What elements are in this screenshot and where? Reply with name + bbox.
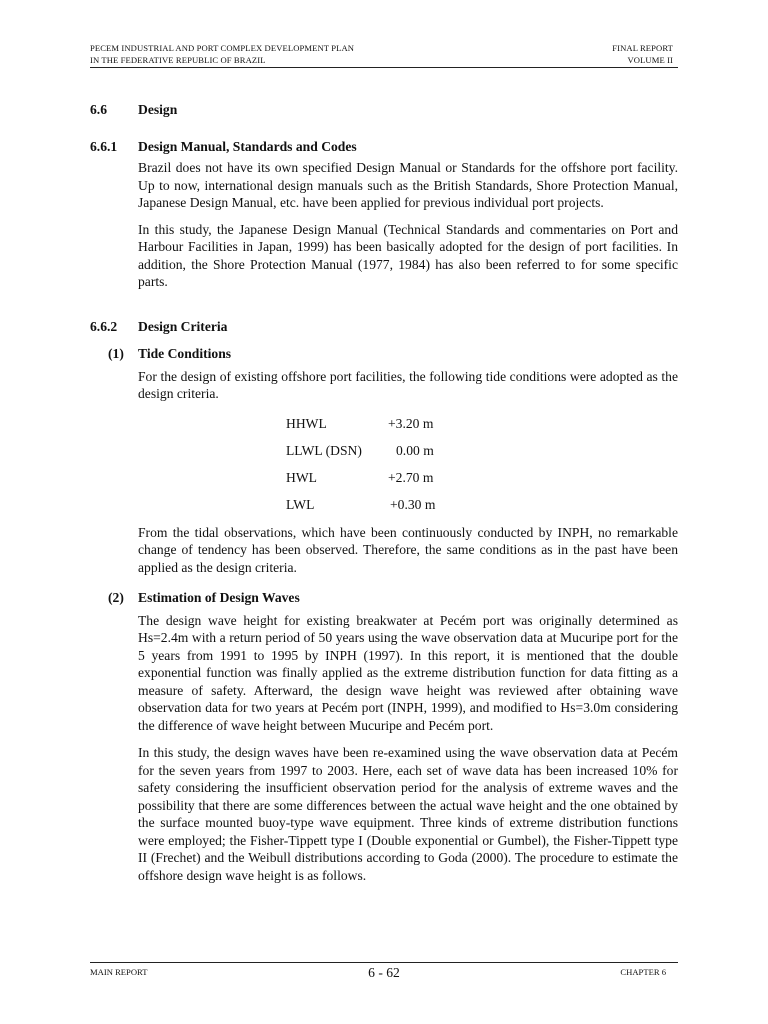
subsection-number: 6.6.2 — [90, 318, 118, 334]
header-left — [90, 43, 354, 66]
tide-value: +0.30 m — [390, 496, 436, 512]
tide-label: HWL — [286, 469, 317, 485]
footer-chapter: CHAPTER 6 — [620, 967, 666, 977]
header-right — [612, 43, 673, 66]
section-heading — [90, 101, 678, 119]
tide-value: +2.70 m — [388, 469, 434, 485]
subsection-title: Design Criteria — [138, 318, 228, 334]
page-footer — [90, 965, 678, 979]
subsection-heading-2 — [90, 318, 678, 336]
paragraph: The design wave height for existing breakwater at Pecém port was originally determined as Hs=2.4m with a return period of 50 years using the wave observation data at Mucuripe port for the 5 years from 1991 to 1995 by INPH (1997). In this report, it is mentioned that the double exponential function was finally applied as the extreme distribution function for data fitting as a measure of safety. Afterward, the design wave height was reviewed after obtaining wave observation data for two years at Pecém port (INPH, 1999), and modified to Hs=3.0m considering the difference of wave height between Mucuripe and Pecém port. — [138, 612, 678, 733]
paragraph: For the design of existing offshore port facilities, the following tide conditions were adopted as the design criteria. — [138, 368, 678, 401]
paragraph: In this study, the Japanese Design Manual (Technical Standards and commentaries on Port and Harbour Facilities in Japan, 1999) has been basically adopted for the design of port facilities. In addition, the Shore Protection Manual (1977, 1984) has also been referred to for some specific parts. — [138, 221, 678, 289]
tide-row — [286, 496, 678, 523]
subsection-title: Design Manual, Standards and Codes — [138, 138, 357, 154]
item-heading-waves — [90, 589, 678, 607]
item-number: (1) — [108, 346, 124, 361]
section-number: 6.6 — [90, 102, 107, 117]
item-heading-tide — [90, 345, 678, 363]
tide-value: 0.00 m — [396, 442, 434, 458]
paragraph: From the tidal observations, which have been continuously conducted by INPH, no remarkable change of tendency has been observed. Therefore, the same conditions as in the past have been applied as the design criteria. — [138, 524, 678, 575]
item-number: (2) — [108, 590, 124, 605]
header-title-line1: PECEM INDUSTRIAL AND PORT COMPLEX DEVELOPMENT PLAN — [90, 43, 355, 53]
paragraph: Brazil does not have its own specified Design Manual or Standards for the offshore port facility. Up to now, international design manuals such as the British Standards, Shore Protection Manual, Japanese Design Manual, etc. have been applied for previous individual port projects. — [138, 160, 678, 210]
item-title: Estimation of Design Waves — [138, 590, 300, 605]
section-title: Design — [138, 102, 178, 117]
header-volume: VOLUME II — [627, 54, 673, 65]
subsection-heading-1 — [90, 138, 678, 156]
tide-label: HHWL — [286, 415, 327, 431]
page-body — [90, 101, 678, 884]
paragraph: In this study, the design waves have been re-examined using the wave observation data at Pecém for the seven years from 1997 to 2003. Here, each set of wave data has been increased 10% for safety considering the insufficient observation period for the analysis of extreme waves and the possibility that there are some differences between the actual wave height and the one obtained by the surface mounted buoy-type wave equipment. Three kinds of extreme distribution functions were employed; the Fisher-Tippett type I (Double exponential or Gumbel), the Fisher-Tippett type II (Frechet) and the Weibull distributions according to Goda (2000). The procedure to estimate the offshore design wave height is as follows. — [138, 745, 678, 883]
header-divider — [90, 67, 678, 68]
tide-label: LLWL (DSN) — [286, 442, 362, 458]
header-report-type: FINAL REPORT — [612, 43, 673, 53]
tide-row — [286, 415, 678, 442]
tide-label: LWL — [286, 496, 315, 512]
footer-report-name: MAIN REPORT — [90, 967, 148, 977]
tide-row — [286, 469, 678, 496]
subsection-number: 6.6.1 — [90, 138, 118, 154]
footer-divider — [90, 962, 678, 963]
item-title: Tide Conditions — [138, 346, 232, 361]
page-number: 6 - 62 — [368, 965, 400, 980]
header-title-line2: IN THE FEDERATIVE REPUBLIC OF BRAZIL — [90, 54, 266, 65]
tide-value: +3.20 m — [388, 415, 434, 431]
tide-row — [286, 442, 678, 469]
tide-table — [286, 415, 678, 523]
